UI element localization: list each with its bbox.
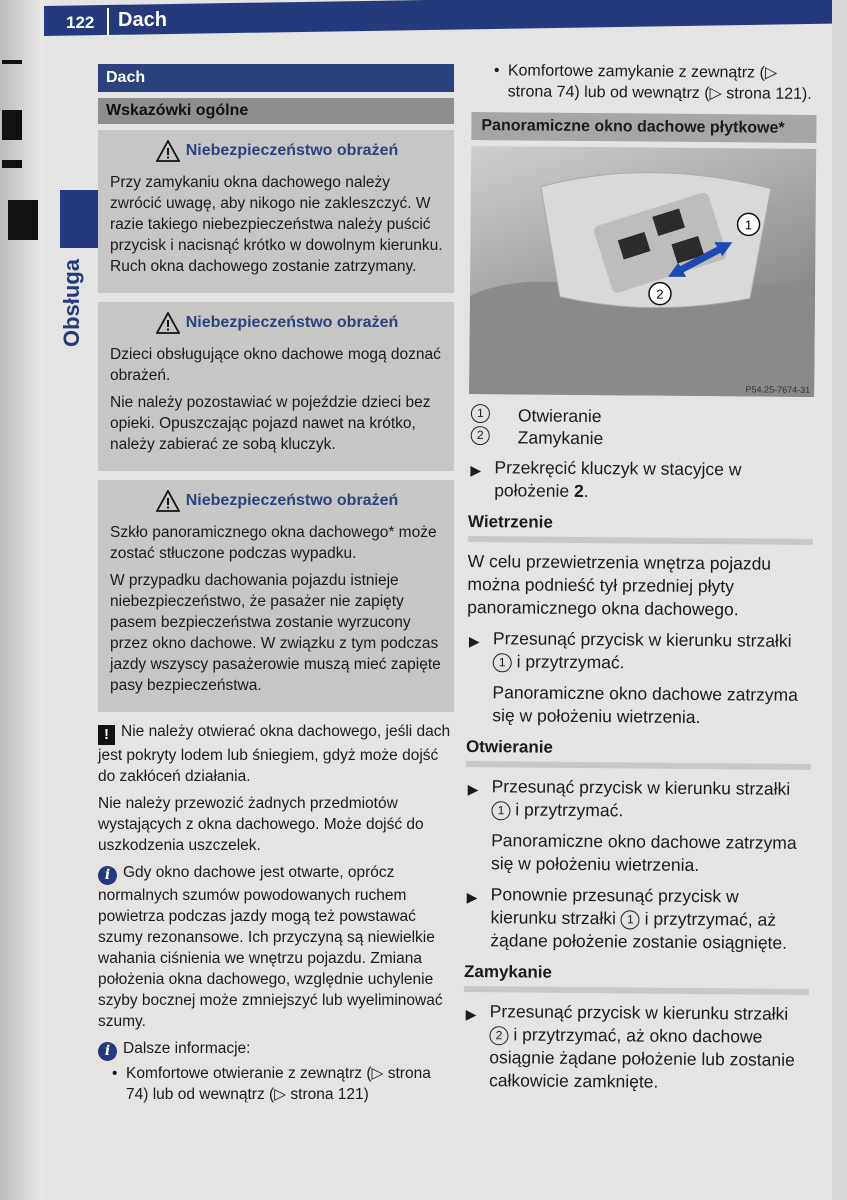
step-text: Przesunąć przycisk w kierunku strzałki	[489, 1001, 789, 1024]
warning-box	[98, 480, 454, 712]
right-column	[463, 60, 817, 1103]
reference-list	[112, 1063, 454, 1105]
svg-text:1: 1	[744, 217, 753, 233]
info-note	[98, 862, 454, 1032]
warning-text: Przy zamykaniu okna dachowego należy zwrócić uwagę, aby nikogo nie zakleszczyć. W razie takiego niebezpieczeństwa należy puścić przycisk i nacisnąć krótko w dowolnym kierunku. Ruch okna dachowego zostanie zatrzymany.	[110, 174, 443, 275]
step-text: i przytrzymać, aż okno dachowe osiągnie żądane położenie lub zostanie całkowicie zamknięte.	[489, 1024, 795, 1092]
divider	[466, 761, 811, 770]
step-text: i przytrzymać.	[515, 799, 624, 821]
warning-title-text: Niebezpieczeństwo obrażeń	[185, 142, 399, 159]
subheading: Otwieranie	[465, 736, 554, 757]
step-text-bold: 2	[573, 480, 584, 501]
info-note-more	[98, 1038, 454, 1105]
subheading: Wietrzenie	[467, 511, 553, 532]
step-arrow-icon: ▶	[467, 780, 479, 798]
divider	[464, 986, 809, 995]
step-text: i przytrzymać, aż żądane położenie zostanie osiągnięte.	[490, 908, 788, 953]
instruction-step	[467, 627, 812, 676]
warning-box	[98, 302, 454, 471]
note-text: Nie należy przewozić żadnych przedmiotów wystających z okna dachowego. Może dojść do uszkodzenia uszczelek.	[98, 795, 424, 854]
warning-text: W przypadku dachowania pojazdu istnieje niebezpieczeństwo, że pasażer nie zapięty pasem bezpieczeństwa zostanie wyrzucony przez okno dachowe. W związku z tym podczas jazdy wszyscy pasażerowie muszą mieć zapięte pasy bezpieczeństwa.	[110, 572, 441, 694]
list-item: • Komfortowe otwieranie z zewnątrz (▷ strona 74) lub od wewnątrz (▷ strona 121)	[112, 1063, 454, 1105]
instruction-step	[463, 1000, 809, 1095]
warning-title	[110, 490, 444, 512]
subsection-title: Wskazówki ogólne	[98, 98, 454, 124]
page-number: 122	[66, 13, 95, 32]
warning-box	[98, 130, 454, 293]
legend-item	[469, 404, 814, 429]
section-title: Dach	[98, 64, 454, 92]
step-arrow-icon: ▶	[468, 632, 480, 650]
header-title: Dach	[118, 9, 167, 31]
callout-number: 1	[491, 801, 510, 820]
legend-label: Otwieranie	[517, 405, 602, 427]
step-arrow-icon: ▶	[466, 888, 478, 906]
left-column	[98, 64, 454, 1111]
warning-title-text: Niebezpieczeństwo obrażeń	[185, 314, 399, 331]
stop-icon: !	[98, 725, 115, 745]
warning-text: Nie należy pozostawiać w pojeździe dzieci bez opieki. Opuszczając pojazd nawet na krótko, należy zabierać ze sobą kluczyk.	[110, 394, 431, 453]
warning-text: Dzieci obsługujące okno dachowe mogą doznać obrażeń.	[110, 346, 441, 384]
note-text: Nie należy otwierać okna dachowego, jeśli dach jest pokryty lodem lub śniegiem, gdyż może dojść do zakłóceń działania.	[98, 723, 451, 785]
page-edge	[0, 0, 44, 1200]
warning-triangle-icon	[156, 140, 180, 162]
figure-code: P54.25-7674-31	[745, 384, 811, 395]
warning-title	[110, 312, 444, 334]
step-text: .	[583, 480, 589, 502]
damage-note	[98, 721, 454, 856]
step-text: Ponownie przesunąć przycisk w kierunku strzałki	[490, 884, 739, 929]
result-text: Panoramiczne okno dachowe zatrzyma się w położeniu wietrzenia.	[490, 830, 797, 876]
svg-text:2: 2	[656, 286, 664, 302]
instruction-step	[465, 775, 810, 824]
overhead-console-illustration	[469, 146, 816, 397]
step-text: Przesunąć przycisk w kierunku strzałki	[492, 628, 792, 651]
step-text: Przesunąć przycisk w kierunku strzałki	[491, 776, 791, 799]
section-title: Panoramiczne okno dachowe płytkowe*	[471, 112, 816, 143]
legend-item	[469, 426, 814, 451]
legend-label: Zamykanie	[517, 427, 604, 449]
info-icon: i	[98, 1042, 117, 1061]
callout-number: 2	[471, 426, 490, 445]
callout-number: 2	[489, 1026, 508, 1045]
info-icon: i	[98, 866, 117, 885]
header-separator	[107, 8, 109, 36]
chapter-tab[interactable]	[60, 250, 100, 360]
note-text: Gdy okno dachowe jest otwarte, oprócz normalnych szumów powodowanych ruchem powietrza podczas jazdy mogą też powstawać szumy rezonansowe. Ich przyczyną są niewielkie wahania ciśnienia we wnętrzu pojazdu. Zmiana położenia okna dachowego, względnie uchylenie szyby bocznej może zmniejszyć lub wyeliminować szumy.	[98, 864, 443, 1030]
instruction-step	[468, 456, 813, 505]
right-page-edge	[832, 0, 847, 1200]
paragraph: W celu przewietrzenia wnętrza pojazdu można podnieść tył przedniej płyty panoramicznego okna dachowego.	[467, 550, 772, 620]
chapter-tab-label: Obsługa	[59, 258, 85, 348]
warning-title-text: Niebezpieczeństwo obrażeń	[185, 492, 399, 509]
callout-number: 1	[471, 404, 490, 423]
callout-number: 1	[493, 653, 512, 672]
warning-triangle-icon	[156, 312, 180, 334]
step-arrow-icon: ▶	[465, 1005, 477, 1023]
divider	[468, 536, 813, 545]
subheading: Zamykanie	[463, 961, 553, 982]
step-arrow-icon: ▶	[470, 462, 482, 479]
warning-text: Szkło panoramicznego okna dachowego* może zostać stłuczone podczas wypadku.	[110, 524, 437, 562]
instruction-step	[464, 883, 810, 955]
step-text: Przekręcić kluczyk w stacyjce w położenie	[494, 457, 742, 501]
step-text: i przytrzymać.	[516, 651, 625, 673]
callout-number: 1	[621, 910, 640, 929]
note-text: Dalsze informacje:	[123, 1040, 251, 1057]
warning-triangle-icon	[156, 490, 180, 512]
roof-control-photo	[469, 146, 816, 397]
result-text: Panoramiczne okno dachowe zatrzyma się w położeniu wietrzenia.	[492, 682, 798, 728]
warning-title	[110, 140, 444, 162]
list-item: • Komfortowe zamykanie z zewnątrz (▷ strona 74) lub od wewnątrz (▷ strona 121).	[472, 60, 817, 105]
